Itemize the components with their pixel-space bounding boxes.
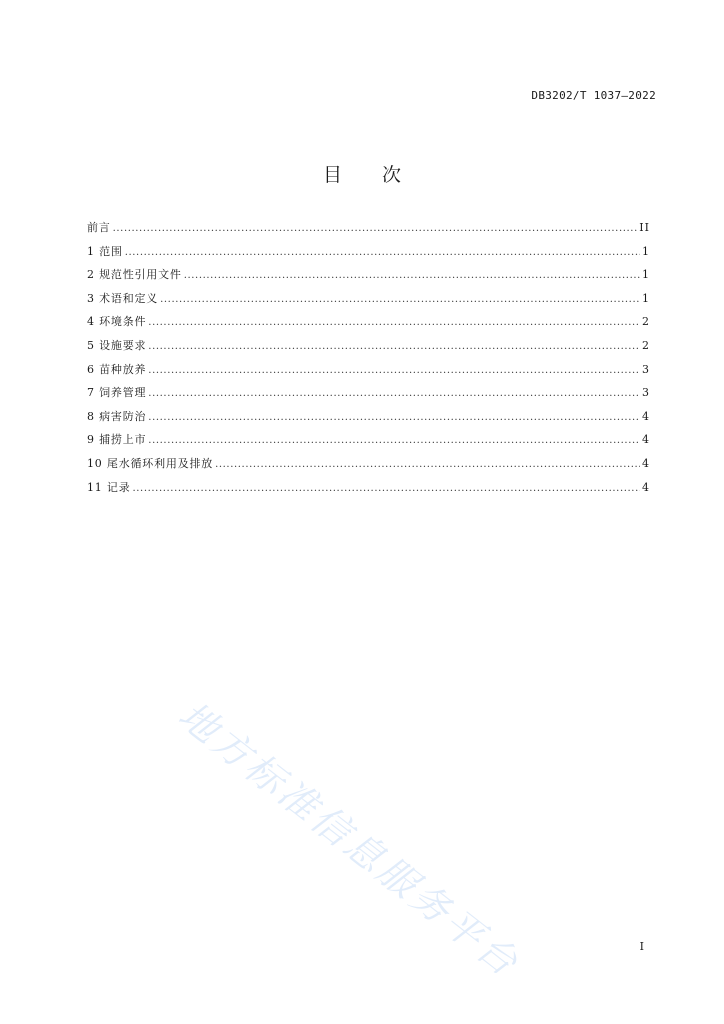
page-title (0, 160, 724, 187)
toc-entry-page: 4 (642, 433, 650, 447)
document-code: DB3202/T 1037—2022 (531, 89, 656, 102)
toc-entry-label: 7 饲养管理 (87, 386, 147, 400)
toc-entry-page: 3 (642, 386, 650, 400)
toc-entry-label: 3 术语和定义 (87, 291, 159, 305)
toc-entry[interactable] (87, 455, 650, 479)
toc-entry[interactable] (87, 431, 650, 455)
table-of-contents (87, 219, 650, 502)
toc-entry-label: 5 设施要求 (87, 338, 147, 352)
toc-entry[interactable] (87, 219, 650, 243)
toc-dot-leader (133, 481, 641, 493)
toc-dot-leader (148, 339, 640, 351)
page-title-char-1: 目 (322, 164, 342, 186)
toc-dot-leader (148, 386, 640, 398)
page-number: I (639, 940, 644, 953)
toc-entry-page: 4 (642, 480, 650, 494)
toc-entry-label: 4 环境条件 (87, 315, 147, 329)
toc-entry-label: 9 捕捞上市 (87, 433, 147, 447)
toc-entry[interactable] (87, 266, 650, 290)
toc-entry-page: 1 (642, 291, 650, 305)
watermark: 地方标准信息服务平台 (170, 692, 529, 987)
toc-entry-page: 4 (642, 456, 650, 470)
toc-entry-page: 3 (642, 362, 650, 376)
toc-entry-page: 2 (642, 338, 650, 352)
page-title-char-2: 次 (382, 164, 402, 186)
toc-entry-page: 1 (642, 268, 650, 282)
toc-entry-label: 2 规范性引用文件 (87, 268, 182, 282)
toc-entry-page: II (639, 221, 650, 234)
toc-dot-leader (184, 268, 640, 280)
toc-dot-leader (113, 221, 638, 233)
toc-dot-leader (148, 410, 640, 422)
toc-entry-page: 2 (642, 315, 650, 329)
toc-entry-label: 8 病害防治 (87, 409, 147, 423)
toc-entry-label: 11 记录 (87, 480, 131, 494)
toc-entry[interactable] (87, 313, 650, 337)
toc-entry-page: 4 (642, 409, 650, 423)
toc-entry[interactable] (87, 337, 650, 361)
toc-entry-label: 1 范围 (87, 244, 123, 258)
toc-dot-leader (215, 457, 640, 469)
toc-entry-label: 前言 (87, 221, 111, 234)
toc-entry[interactable] (87, 479, 650, 503)
toc-dot-leader (160, 292, 640, 304)
toc-dot-leader (148, 363, 640, 375)
toc-dot-leader (148, 315, 640, 327)
toc-entry[interactable] (87, 384, 650, 408)
toc-entry[interactable] (87, 361, 650, 385)
toc-entry-label: 10 尾水循环利用及排放 (87, 456, 214, 470)
toc-entry[interactable] (87, 290, 650, 314)
toc-entry[interactable] (87, 243, 650, 267)
toc-dot-leader (125, 245, 640, 257)
toc-dot-leader (148, 433, 640, 445)
toc-entry-page: 1 (642, 244, 650, 258)
toc-entry-label: 6 苗种放养 (87, 362, 147, 376)
toc-entry[interactable] (87, 408, 650, 432)
